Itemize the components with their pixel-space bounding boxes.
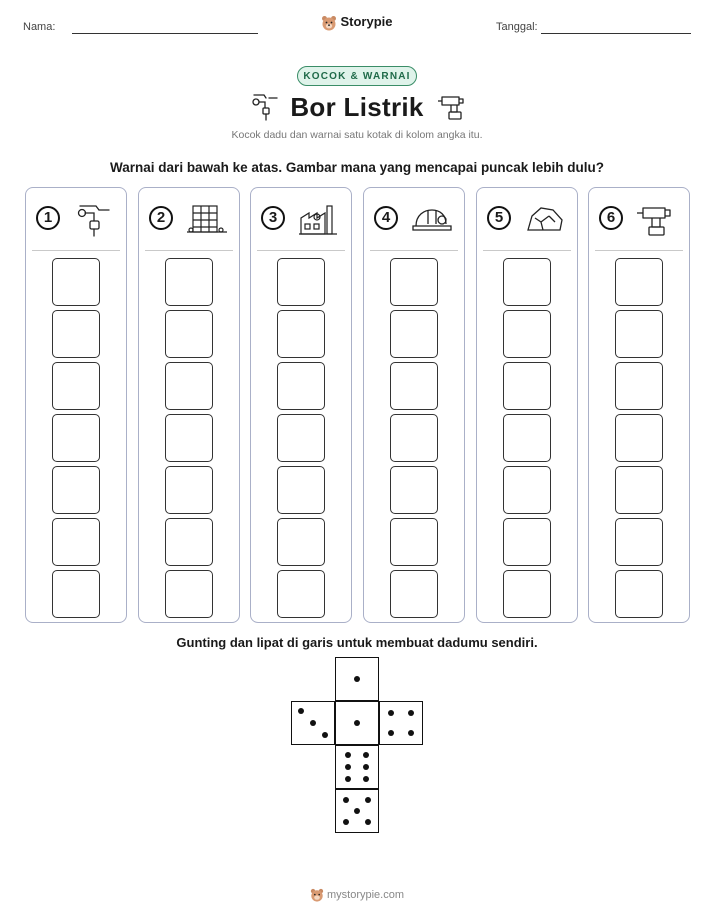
color-box[interactable] xyxy=(165,414,213,462)
color-box[interactable] xyxy=(390,570,438,618)
color-box[interactable] xyxy=(277,414,325,462)
column-number: 5 xyxy=(487,206,511,230)
column-header xyxy=(139,188,239,250)
color-box[interactable] xyxy=(503,310,551,358)
color-box[interactable] xyxy=(165,518,213,566)
dice-pip xyxy=(298,708,304,714)
color-box[interactable] xyxy=(52,466,100,514)
power-drill-icon xyxy=(437,90,469,122)
color-box[interactable] xyxy=(277,258,325,306)
color-box[interactable] xyxy=(615,414,663,462)
dice-pip xyxy=(363,776,369,782)
power-drill-icon xyxy=(635,200,679,238)
cut-instruction: Gunting dan lipat di garis untuk membuat dadumu sendiri. xyxy=(176,635,538,650)
color-box[interactable] xyxy=(503,466,551,514)
column-divider xyxy=(595,250,683,251)
race-column-5 xyxy=(476,187,578,623)
dice-face-3 xyxy=(291,701,335,745)
dice-pip xyxy=(354,808,360,814)
color-box[interactable] xyxy=(615,466,663,514)
color-box[interactable] xyxy=(52,570,100,618)
dice-pip xyxy=(343,797,349,803)
column-header xyxy=(477,188,577,250)
rock-icon xyxy=(523,200,567,238)
column-number: 4 xyxy=(374,206,398,230)
dice-pip xyxy=(363,764,369,770)
dice-pip xyxy=(363,752,369,758)
color-box[interactable] xyxy=(165,466,213,514)
date-line[interactable] xyxy=(541,33,691,34)
color-box[interactable] xyxy=(165,310,213,358)
color-box[interactable] xyxy=(52,414,100,462)
dice-pip xyxy=(365,797,371,803)
column-header xyxy=(364,188,464,250)
dice-pip xyxy=(345,764,351,770)
hard-hat-icon xyxy=(410,200,454,238)
color-box[interactable] xyxy=(615,258,663,306)
bear-logo-icon xyxy=(321,15,337,31)
column-divider xyxy=(32,250,120,251)
activity-badge: KOCOK & WARNAI xyxy=(297,66,417,86)
dice-pip xyxy=(408,710,414,716)
color-box[interactable] xyxy=(390,310,438,358)
dice-pip xyxy=(322,732,328,738)
race-column-2 xyxy=(138,187,240,623)
column-divider xyxy=(145,250,233,251)
color-box[interactable] xyxy=(52,518,100,566)
color-box[interactable] xyxy=(390,414,438,462)
color-box[interactable] xyxy=(52,310,100,358)
color-box[interactable] xyxy=(165,258,213,306)
column-number: 6 xyxy=(599,206,623,230)
dice-face-1 xyxy=(335,657,379,701)
dice-face-5 xyxy=(335,789,379,833)
color-box[interactable] xyxy=(615,310,663,358)
color-box[interactable] xyxy=(390,518,438,566)
hand-drill-icon xyxy=(72,200,116,238)
column-divider xyxy=(483,250,571,251)
color-box[interactable] xyxy=(277,570,325,618)
color-box[interactable] xyxy=(615,518,663,566)
factory-icon xyxy=(297,200,341,238)
dice-pip xyxy=(388,730,394,736)
brand-logo xyxy=(0,14,714,31)
dice-face-6 xyxy=(335,745,379,789)
dice-pip xyxy=(354,676,360,682)
color-box[interactable] xyxy=(615,362,663,410)
color-box[interactable] xyxy=(503,518,551,566)
color-box[interactable] xyxy=(503,570,551,618)
color-box[interactable] xyxy=(503,362,551,410)
column-divider xyxy=(370,250,458,251)
dice-pip xyxy=(408,730,414,736)
instruction-text: Warnai dari bawah ke atas. Gambar mana yang mencapai puncak lebih dulu? xyxy=(110,160,604,175)
color-box[interactable] xyxy=(277,518,325,566)
bear-logo-icon xyxy=(310,888,324,902)
dice-pip xyxy=(345,776,351,782)
color-box[interactable] xyxy=(390,362,438,410)
dice-pip xyxy=(310,720,316,726)
color-box[interactable] xyxy=(277,362,325,410)
color-box[interactable] xyxy=(165,362,213,410)
footer xyxy=(0,888,714,902)
race-column-3 xyxy=(250,187,352,623)
page-title: Bor Listrik xyxy=(290,92,424,122)
subtitle: Kocok dadu dan warnai satu kotak di kolom angka itu. xyxy=(231,129,483,141)
column-number: 2 xyxy=(149,206,173,230)
dice-pip xyxy=(345,752,351,758)
color-box[interactable] xyxy=(52,362,100,410)
color-box[interactable] xyxy=(390,258,438,306)
dice-pip xyxy=(343,819,349,825)
column-divider xyxy=(257,250,345,251)
footer-url[interactable]: mystorypie.com xyxy=(326,888,405,901)
dice-face-4 xyxy=(379,701,423,745)
dice-pip xyxy=(388,710,394,716)
race-column-1 xyxy=(25,187,127,623)
race-column-6 xyxy=(588,187,690,623)
color-box[interactable] xyxy=(52,258,100,306)
color-box[interactable] xyxy=(503,414,551,462)
color-box[interactable] xyxy=(503,258,551,306)
column-number: 3 xyxy=(261,206,285,230)
building-construction-icon xyxy=(185,200,229,238)
column-number: 1 xyxy=(36,206,60,230)
color-box[interactable] xyxy=(615,570,663,618)
column-header xyxy=(251,188,351,250)
date-label: Tanggal: xyxy=(496,21,538,33)
dice-pip xyxy=(354,720,360,726)
dice-pip xyxy=(365,819,371,825)
color-box[interactable] xyxy=(390,466,438,514)
color-box[interactable] xyxy=(165,570,213,618)
brand-name: Storypie xyxy=(340,14,393,29)
color-box[interactable] xyxy=(277,310,325,358)
dice-face-1 xyxy=(335,701,379,745)
name-label: Nama: xyxy=(23,21,56,33)
column-header xyxy=(589,188,689,250)
name-line[interactable] xyxy=(72,33,258,34)
column-header xyxy=(26,188,126,250)
color-box[interactable] xyxy=(277,466,325,514)
race-column-4 xyxy=(363,187,465,623)
